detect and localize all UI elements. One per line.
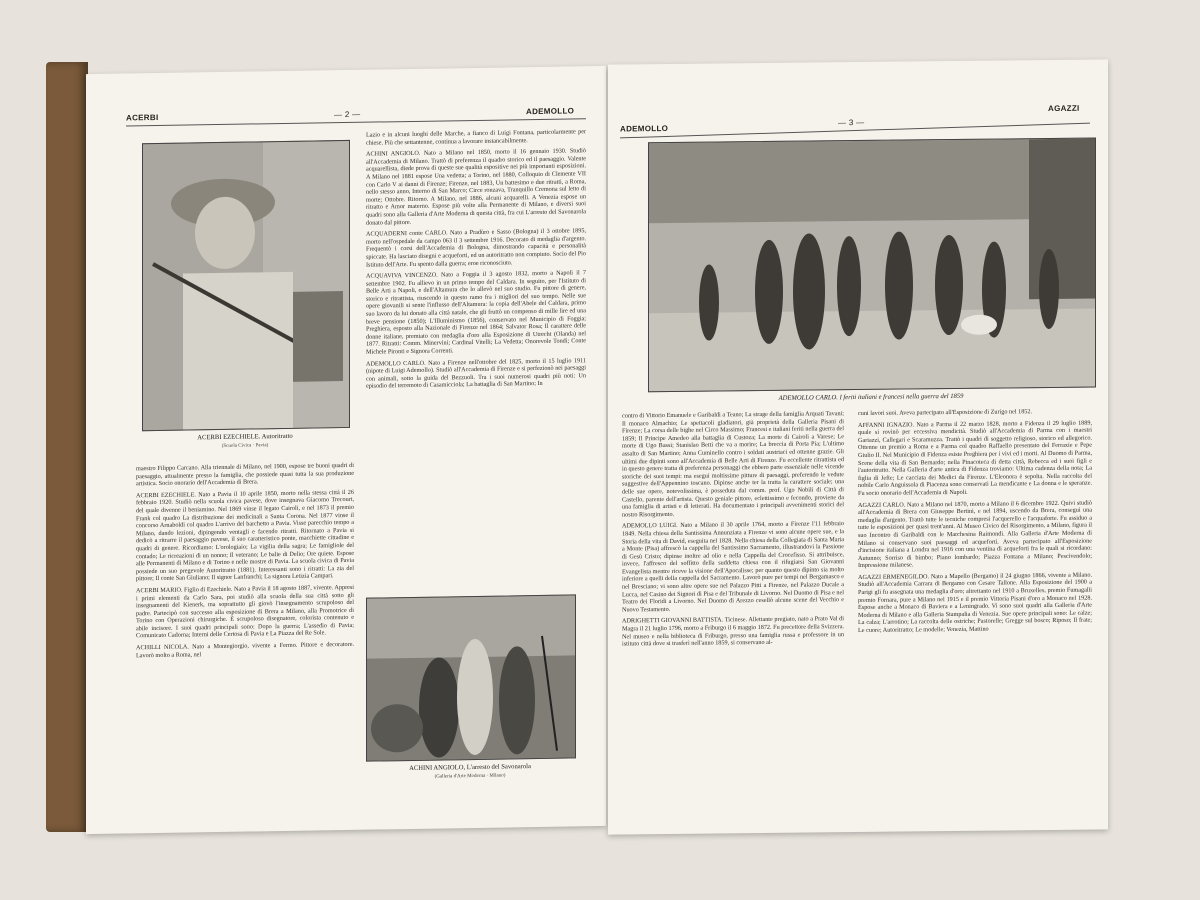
entry-acquaderni-carlo: ACQUADERNI conte CARLO. Nato a Pradùro e Sasso (Bologna) il 3 ottobre 1895, morto nell'ospedale da campo 063 il 3 settembre 1916. Decorato di medaglia d'argento. Frequentò i corsi dell'Accademia di Bologna, dimostrando capacità e personalità spiccate. Ha lasciato disegni e acqueforti, ed un autoritratto non compiuto. Socio del Pio Istituto dell'Arte. Fu spento dalla guerra; eroe riconosciuto. [366,227,586,269]
savonarola-painting [366,594,576,761]
portrait-photo [142,140,350,431]
right-header-name: ADEMOLLO [620,123,669,134]
left-page [86,66,606,834]
savonarola-caption-title: ACHINI ANGIOLO, L'arresto del Savonarola [409,763,531,773]
feriti-illustration [649,139,1095,392]
entry-agazzi-ermenegildo: AGAZZI ERMENEGILDO. Nato a Mapello (Bergamo) il 24 giugno 1866, vivente a Milano. Studiò all'Accademia Carrara di Bergamo con Cesare Tallone. Alla Esposizione del 1900 a Parigi gli fu assegnata una medaglia d'oro; altrettanto nel 1910 a Bruxelles, premio Fumagalli premio Fornara, pure a Milano nel 1915 e il premio Vittoria Pisani d'oro a Monaco nel 1928. Espose anche a Monaco di Baviera e a Leningrado. Vi sono suoi quadri alla Galleria d'Arte Moderna di Milano e alla Galleria Stampalia di Venezia. Sue opere principali sono: Le calze; La calza; L'arrotino; La raccolta delle ostriche; Pastorelle; Gregge sul bosco; Riposo; Il frate; Le cuore; Autoritratto; Le modelle; Venezia, Mattino [858,571,1092,635]
entry-ademollo-luigi: ADEMOLLO LUIGI. Nato a Milano il 30 aprile 1764, morto a Firenze l'11 febbraio 1849. Nella chiesa della Santissima Annunziata a Firenze vi sono alcune opere sue, e la Storia della vita di David, eseguita nel 1828. Nella chiesa della Collegiata di Santa Maria a Monte (Pisa) affrescò la cappella del Santissimo Sacramento, illustrandovi la Passione di Gesù Cristo; dipinse inoltre ad olio e nella Cappella del Crocefisso. Si attribuisce, invece, l'affresco del soffitto della suddetta chiesa con il rifugiarsi San Giovanni Evangelista mentre riceve la visione dell'Apocalisse; per quanto questo dipinto sia molto inferiore a quelli della cappella del Sacramento. Lavorò pure per tempi nel Bergamasco e nel Bresciano; vi sono altre opere sue nel Palazzo Pitti a Firenze, nel Palazzo Ducale a Lucca, nel Casino dei Signori di Pisa e del Tribunale di Livorno. Nel Duomo di Pisa e nel Teatro dei Floridi a Livorno. Nel Duomo di Arezzo cesellò alcune scene del Vecchio e Nuovo Testamento. [622,520,844,614]
feriti-painting [648,138,1096,393]
entry-adrighetti-giovanni: ADRIGHETTI GIOVANNI BATTISTA. Ticinese. Allettante pregiato, nato a Prato Val di Magra il 21 luglio 1796, morto a Friburgo il 6 maggio 1872. Fu precettore della Svizzera. Nel museo e nella biblioteca di Friburgo, presso una famiglia russa e professore in un istituto città dove si trasferì nell'anno 1859, si conservano al- [622,615,844,648]
right-page [608,59,1108,834]
left-header-rule [126,118,586,126]
entry-agazzi-carlo: AGAZZI CARLO. Nato a Milano nel 1870, morto a Milano il 6 dicembre 1922. Quivi studiò all'Accademia di Brera con Giuseppe Bertini, e nel 1894, uscendo da Brera, conseguì una medaglia d'argento. Trattò tutte le tecniche compresi l'acquerello e l'acquaforte. Fu assiduo a tutte le esposizioni per quasi trent'anni. Al Museo Civico del Risorgimento, a Milano, figura il suo Incontro di Garibaldi con le Marchesina Raimondi. Alla Galleria d'Arte Moderna di Milano si conservano suoi paesaggi ed acqueforti. Aveva partecipato all'Esposizione d'incisione italiana a Londra nel 1916 con una ventina di acqueforti fra le quali si ricordano: Autunno; Sorriso di bimbo; Piano lombardo; Piazza Fontana a Milano; Pescivendolo; Impressione milanese. [858,499,1092,570]
feriti-caption: ADEMOLLO CARLO. I feriti italiani e francesi nella guerra del 1859 [778,392,964,402]
book-spine [46,62,88,832]
right-page-column-1 [622,410,844,652]
savonarola-caption [366,762,574,780]
entry-acerbi-ezechiele: ACERBI EZECHIELE. Nato a Pavia il 10 aprile 1850, morto nella stessa città il 26 febbraio 1920. Studiò nella scuola civica pavese, dove insegnava Giacomo Trecourt, del quale divenne il beniamino. Nel 1869 vinse il legato Cairoli, e nel 1873 il premio Frank col quadro La distribuzione dei medicinali a Santa Corona. Nel 1877 vinse il concorso Arnaboldi col quadro L'arrivo del barchetto a Pavia. Visse parecchio tempo a Milano, dando lezioni, dipingendo ventagli e facendo ritratti. Ritornato a Pavia si dedicò a ritrarre il paesaggio pavese, il suo caratteristico ponte, macchiette cittadine e quadri di genere. Ricordiamo: L'orologiaio; La vigilia della sagra; Le famigliole del contado; Le ricreazioni di un nonno; Il veterano; Le balie di Delio; Ore quiete. Espose alle Permanenti di Milano e di Torino e nelle mostre di Pavia. La scuola civica di Pavia possiede un suo pregevole Autoritratto (1881). Interessanti sono i ritratti: La zia del pittore; Il conte San Giuliano; Il signor Lanfranchi; La signora Letizia Campari. [136,488,354,583]
portrait-illustration [143,141,349,430]
entry-acerbi-mario: ACERBI MARIO. Figlio di Ezechiele. Nato a Pavia il 18 agosto 1887, vivente. Appresi i primi elementi da Carlo Sara, poi studiò alla scuola della sua città sotto gli insegnamenti del Kienerk, ma soprattutto gli giovò l'insegnamento scrupoloso del padre. Partecipò con successo alla esposizione di Brera a Milano, alla Promotrice di Torino con Operazioni chirurgiche. È scrupoloso disegnatore, colorista contenuto e abile incisore. I suoi quadri principali sono: Dopo la guerra; L'assedio di Pavia; Comunicato Cadorna; Interni delle Certosa di Pavia e La Piazza del Re Sole. [136,583,354,640]
right-header-last-entry: AGAZZI [1048,103,1080,114]
right-page-number: — 3 — [838,117,865,128]
portrait-caption-source: (Scuola Civica · Pavia) [221,443,269,449]
left-page-number: — 2 — [334,109,361,120]
entry-ademollo-carlo: ADEMOLLO CARLO. Nato a Firenze nell'ottobre del 1825, morto il 15 luglio 1911 (nipote di Luigi Ademollo). Studiò all'Accademia di Firenze e si perfezionò nei paesaggi con animali, sotto la guida del Bezzuoli. Tra i suoi numerosi quadri più noti: Un episodio del terremoto di Casamicciola; La battaglia di San Martino; In [366,356,586,391]
left-header-last-entry: ADEMOLLO [526,106,575,117]
right-page-column-2 [858,408,1092,639]
left-page-column-2 [366,128,586,394]
savonarola-illustration [367,595,575,760]
portrait-caption [142,432,348,450]
savonarola-caption-source: (Galleria d'Arte Moderna · Milano) [434,773,506,780]
entry-affanni-ignazio: AFFANNI IGNAZIO. Nato a Parma il 22 marzo 1828, morto a Fidenza il 29 luglio 1889, quale si rovinò per eccessiva mendicità. Studiò all'Accademia di Parma con i maestri Gariazzi, Callegari e Scaramuzza. Trattò i quadri di soggetto religioso, storico ed allegorico. Ottenne un premio a Roma e a Parma col quadro Raffaello presentato del Ferraxie e Pepe Giulio II. Nel Municipio di Fidenza esiste Preghiera per i vivi ed i morti. Al Duomo di Parma, Scene della vita di San Bernardo; nella Pinacoteca di detta città, Rebecca ed i suoi figli e l'autoritratto. Nella Galleria d'arte antica di Fidenza troviamo: Ultima cadenza della nota; La figlia di Jefte; Le cacciata dei Medici da Firenze. L'Eleonora è sepolta. Nella raccolta del nobile Carlo Anguissola di Piacenza sono conservati La mendicante e La donna e le speranze. Fu socio onorario dell'Accademia di Napoli. [858,419,1092,497]
entry-paragraph: contro di Vittorio Emanuele e Garibaldi a Teano; La strage della famiglia Arquati Tavani; Il monaco Almachio; Le spettacoli gladiatori, già proprietà della Galleria Pisani di Firenze; La corsa delle bighe nel Circo Massimo; Francesi e italiani feriti nella guerra del 1859; Il Principe Amedeo alla battaglia di Custoza; La morte di Cairoli a Varese; Le morte di Ugo Bassi; Stanislao Betti che va a morire; La breccia di Porta Pia; L'ultimo assalto di San Martino; Anna Cuminello contro i soldati austriaci ed ottenne grazie. Gli ultimi due dipinti sono all'Accademia di Belle Arti di Firenze. Fu eccellente ritrattista ed in questo genere tratta di preferenza personaggi che ebbero parte essenziale nelle vicende storiche dei suoi tempi: ma eseguì moltissime pitture di paesaggi, preferendo le vedute suggestive dell'Appennino toscano. Dipinse anche ter la tratta la carattere sociale; una delle sue opere, notevolissima, è posseduta dal comm. prof. Ugo Nobili di Città di Castello, parente dell'artista. Questo geniale pittore, eclettissimo e fecondo, proviene da una famiglia di artisti e di letterati. Ha documentato i principali avvenimenti storici del nostro Risorgimento. [622,410,844,519]
left-header-name: ACERBI [126,112,159,123]
entry-paragraph: Lazio e in alcuni luoghi delle Marche, a fianco di Luigi Fontana, particolarmente per chiese. Più che settantenne, continua a lavorare instancabilmente. [366,128,586,147]
entry-paragraph: maestro Filippo Carcano. Alla triennale di Milano, nel 1900, espose tre buoni quadri di paesaggio, attualmente presso la famiglia, che possiede quasi tutta la sua produzione artistica. Socio onorario dell'Accademia di Brera. [136,461,354,488]
entry-paragraph: cuni lavori suoi. Aveva partecipato all'Esposizione di Zurigo nel 1852. [858,408,1033,417]
left-page-column-1 [136,462,354,664]
entry-acquaviva-vincenzo: ACQUAVIVA VINCENZO. Nato a Foggia il 3 agosto 1832, morto a Napoli il 7 settembre 1902. Fu allievo in un primo tempo del Caldara. In seguito, per l'Istituto di Belle Arti a Napoli, e dell'Altamura che lo allevò nel suo studio. Fu pittore di genere, storico e ritrattista, riuscendo in questo ramo fra i migliori del suo tempo. Nelle sue opere giovanili si sente l'influsso dell'Altamura: la copia dell'Abele del Caldara, primo suo lavoro da lui donato alla città natale, che gli fruttò un compenso di mille lire ed una breve pensione (1850); L'Illuminismo (1856), conservato nel Municipio di Foggia; Preghiera, esposto alla Nazionale di Firenze nel 1864; Salvator Rosa; Il carattere delle donne italiane, premiato con medaglia d'oro alla Esposizione di Utrecht (Olanda) nel 1877. Ritratti: Comm. Minervini; Cardinal Vitelli; La Vedetta; Onorevole Tondi; Conte Michele Pironti e Signora Correnti. [366,269,586,356]
entry-achini-angiolo: ACHINI ANGIOLO. Nato a Milano nel 1850, morto il 16 gennaio 1930. Studiò all'Accademia di Milano. Trattò di preferenza il quadro storico ed il paesaggio. Valente acquarellista, diede prova di queste sue qualità espositive nei più importanti esposizioni. A Milano nel 1881 espose Una vedetta; a Torino, nel 1880, Colloquio di Clemente VII con Carlo V ai danni di Firenze; Firenze, nel 1883, Un battesimo e due ritratti, a Roma, nello stesso anno, Interno di San Marco; Circe ronzava, Tranquillo Cremona sul letto di morte; Ottobre. Ritorno. A Milano, nel 1886, alcuni acquarelli. A Venezia espose un ritratto e Amor materno. Espose più volte alla Permanente di Milano, e diversi suoi quadri sono alla Galleria d'Arte Moderna di questa città, fra cui L'arresto del Savonarola donato dal pittore. [366,147,586,227]
portrait-caption-title: ACERBI EZECHIELE. Autoritratto [197,432,293,442]
entry-achilli-nicola: ACHILLI NICOLA. Nato a Montegiorgio, vivente a Fermo. Pittore e decoratore. Lavorò molto a Roma, nel [136,640,354,659]
